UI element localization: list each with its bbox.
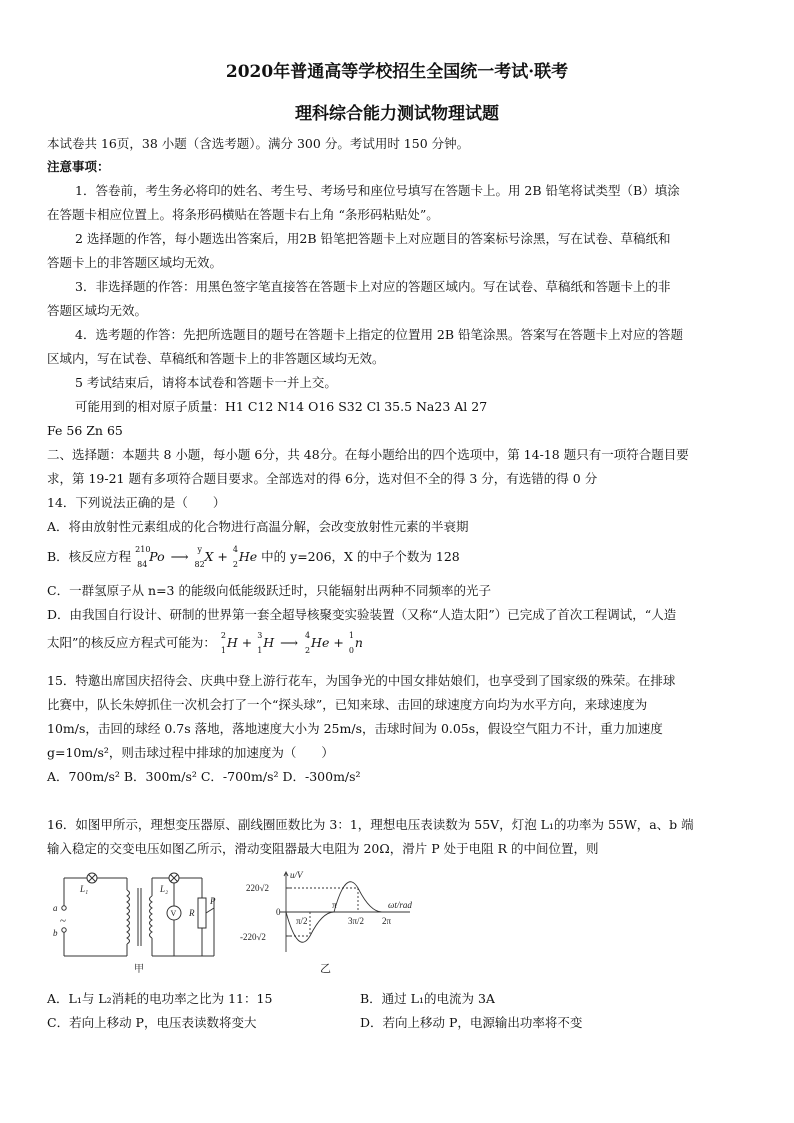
q16-line-1: 16．如图甲所示，理想变压器原、副线圈匝数比为 3：1，理想电压表读数为 55V，灯泡 L₁的功率为 55W，a、b 端 [47,817,694,832]
section-instructions-1: 二、选择题：本题共 8 小题，每小题 6分，共 48分。在每小题给出的四个选项中，第 14-18 题只有一项符合题目要 [47,447,689,462]
tick-pi: π [332,900,337,910]
q16-option-a: A．L₁与 L₂消耗的电功率之比为 11：15 [47,991,273,1006]
notice-3b: 答题区域均无效。 [47,303,148,318]
h3-symbol: H [263,635,275,650]
q14-option-c: C．一群氢原子从 n=3 的能级向低能级跃迁时，只能辐射出两种不同频率的光子 [47,583,491,598]
label-b: b [53,928,58,938]
notice-title: 注意事项： [47,159,110,174]
tick-2pi: 2π [382,916,392,926]
h2-symbol: H [226,635,238,650]
po-symbol: Po [149,549,165,564]
q14-option-d-2 [47,631,363,655]
waveform-graph [240,868,430,980]
tick-pi-half: π/2 [296,916,308,926]
h3-mass: 3 [257,631,263,640]
he-symbol: He [238,549,258,564]
po-z: 84 [137,560,148,569]
nuclide-he4 [305,631,330,655]
notice-4a: 4．选考题的作答：先把所选题目的题号在答题卡上指定的位置用 2B 铅笔涂黑。答案写在答题卡上对应的答题 [75,327,684,342]
d-arrow: ⟶ [280,635,299,650]
q14-stem: 14．下列说法正确的是（ ） [47,495,226,510]
he-z: 2 [232,560,238,569]
label-v: V [170,909,177,918]
q15-line-1: 15．特邀出席国庆招待会、庆典中登上游行花车，为国争光的中国女排姑娘们，也享受到了国家级的殊荣。在排球 [47,673,676,688]
notice-3a: 3．非选择题的作答：用黑色签字笔直接答在答题卡上对应的答题区域内。写在试卷、草稿纸和答题卡上的非 [75,279,671,294]
notice-5: 5 考试结束后，请将本试卷和答题卡一并上交。 [75,375,337,390]
nuclide-x [194,545,214,569]
notice-2b: 答题卡上的非答题区域均无效。 [47,255,223,270]
caption-jia: 甲 [134,964,144,975]
notice-1a: 1．答卷前，考生务必将印的姓名、考生号、考场号和座位号填写在答题卡上。用 2B 铅笔将试类型（B）填涂 [75,183,680,198]
q16-option-c: C．若向上移动 P，电压表读数将变大 [47,1015,257,1030]
nuclide-h2 [220,631,238,655]
exam-subtitle: 理科综合能力测试物理试题 [295,104,499,124]
q14-option-a: A．将由放射性元素组成的化合物进行高温分解，会改变放射性元素的半衰期 [47,519,469,534]
n-symbol: n [354,635,363,650]
nuclide-neutron [348,631,363,655]
n-mass: 1 [348,631,354,640]
nuclide-h3 [257,631,275,655]
exam-title: 2020年普通高等学校招生全国统一考试·联考 [225,62,569,82]
b-plus: + [217,549,228,564]
notice-2a: 2 选择题的作答，每小题选出答案后，用2B 铅笔把答题卡上对应题目的答案标号涂黑，写在试卷、草稿纸和 [75,231,671,246]
nuclide-po [135,545,165,569]
axis-omega-t: ωt/rad [388,900,412,910]
q15-line-2: 比赛中，队长朱婷抓住一次机会打了一个“探头球”，已知来球、击回的球速度方向均为水平方向，来球速度为 [47,697,648,712]
label-p: P [210,896,216,906]
axis-u: u/V [290,870,303,880]
label-a: a [53,903,58,913]
caption-yi: 乙 [320,963,331,975]
tick-zero: 0 [276,907,281,917]
notice-1b: 在答题卡相应位置上。将条形码横贴在答题卡右上角 “条形码粘贴处”。 [47,207,439,222]
n-z: 0 [348,646,354,655]
b-arrow: ⟶ [170,549,189,564]
q16-option-d: D．若向上移动 P，电源输出功率将不变 [360,1015,583,1030]
q14-d-prefix: 太阳”的核反应方程式可能为： [47,635,216,650]
d-plus-2: + [333,635,344,650]
h2-mass: 2 [220,631,226,640]
atomic-masses-line2: Fe 56 Zn 65 [47,423,123,438]
x-mass: y [197,545,203,554]
q14-option-d-1: D．由我国自行设计、研制的世界第一套全超导核聚变实验装置（又称“人造太阳”）已完成了首次工程调试，“人造 [47,607,677,622]
x-z: 82 [194,560,205,569]
he4-symbol: He [311,635,330,650]
tick-ymax: 220√2 [246,883,269,893]
notice-4b: 区域内，写在试卷、草稿纸和答题卡上的非答题区域均无效。 [47,351,385,366]
section-instructions-2: 求，第 19-21 题有多项符合题目要求。全部选对的得 6分，选对但不全的得 3 分，有选错的得 0 分 [47,471,598,486]
he4-mass: 4 [305,631,311,640]
atomic-masses-line1: 可能用到的相对原子质量：H1 C12 N14 O16 S32 Cl 35.5 Na23 Al 27 [75,399,488,414]
q15-options: A．700m/s² B．300m/s² C．-700m/s² D．-300m/s² [47,769,361,784]
label-r: R [189,908,195,918]
circuit-diagram [52,868,222,978]
nuclide-he [232,545,258,569]
q14-b-suffix: 中的 y=206，X 的中子个数为 128 [261,549,460,564]
he-mass: 4 [232,545,238,554]
q15-line-4: g=10m/s²，则击球过程中排球的加速度为（ ） [47,745,334,760]
intro-line: 本试卷共 16页，38 小题（含选考题）。满分 300 分。考试用时 150 分钟。 [47,136,470,151]
q14-b-prefix: B．核反应方程 [47,549,132,564]
label-l2: L₂ [160,884,169,894]
tick-3pi-half: 3π/2 [348,916,365,926]
label-l1: L₁ [80,884,89,894]
he4-z: 2 [305,646,311,655]
tick-ymin: -220√2 [240,932,266,942]
q14-option-b [47,545,460,569]
h3-z: 1 [257,646,263,655]
d-plus-1: + [241,635,253,650]
label-tilde: ~ [60,915,66,927]
h2-z: 1 [220,646,226,655]
q16-option-b: B．通过 L₁的电流为 3A [360,991,495,1006]
q16-line-2: 输入稳定的交变电压如图乙所示，滑动变阻器最大电阻为 20Ω，滑片 P 处于电阻 R 的中间位置，则 [47,841,599,856]
x-symbol: X [204,549,214,564]
po-mass: 210 [135,545,151,554]
q15-line-3: 10m/s，击回的球经 0.7s 落地，落地速度大小为 25m/s，击球时间为 0.05s，假设空气阻力不计，重力加速度 [47,721,663,736]
